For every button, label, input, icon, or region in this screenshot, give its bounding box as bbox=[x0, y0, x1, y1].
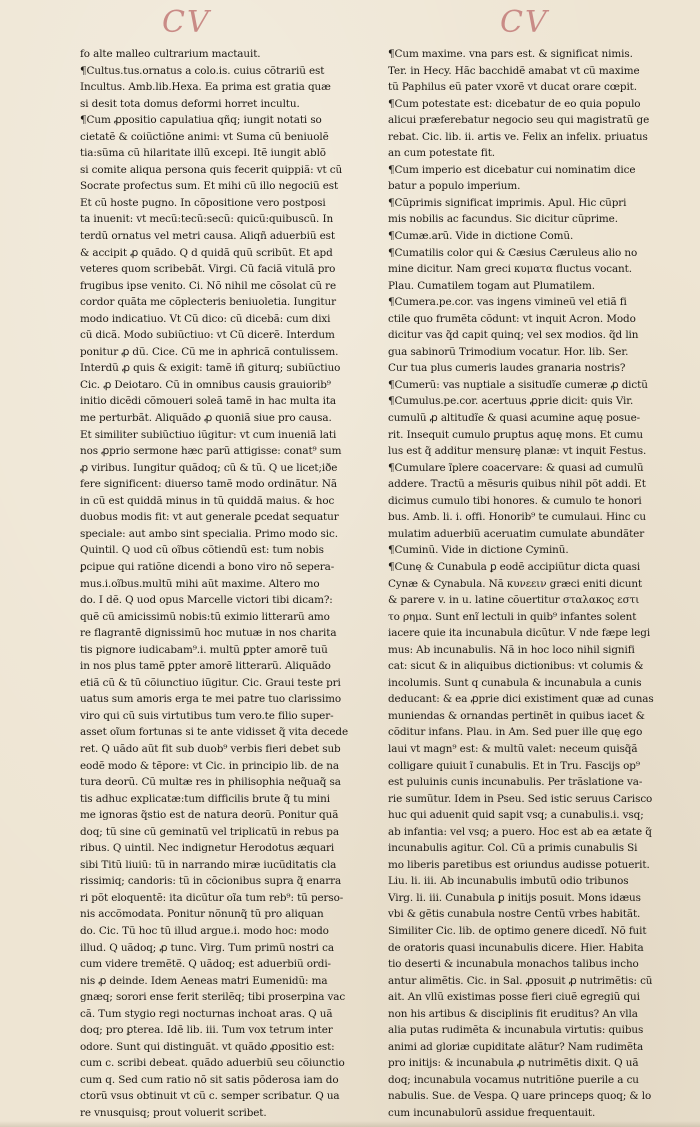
text-line: το ρημα. Sunt enĩ lectuli in quib⁹ infantes solent bbox=[388, 610, 637, 623]
text-line: mus: Ab incunabulis. Nã in hoc loco nihil signifi bbox=[388, 643, 635, 656]
text-line: re flagrantẽ dignissimũ hoc mutuæ in nos charita bbox=[80, 627, 337, 640]
text-line: laui vt magn⁹ est: & multũ valet: neceum quisq̃ã bbox=[388, 742, 638, 755]
text-line: incolumis. Sunt q cunabula & incunabula a cunis bbox=[388, 676, 642, 689]
text-line: odore. Sunt qui distinguãt. vt quãdo ꝓpositio est: bbox=[80, 1040, 335, 1053]
text-line: gnæq; sorori ense ferit sterilẽq; tibi proserpina vac bbox=[80, 991, 346, 1004]
text-line: rie sumũtur. Idem in Pseu. Sed istic seruus Carisco bbox=[388, 792, 653, 805]
text-line: mulatim aduerbiũ aceruatim cumulate abundãter bbox=[388, 527, 645, 540]
text-line: ¶Cum potestate est: dicebatur de eo quia populo bbox=[388, 97, 641, 110]
text-line: duobus modis fit: vt aut generale ꝑcedat sequatur bbox=[80, 511, 339, 524]
text-line: re vnusquisq; prout voluerit scribet. bbox=[80, 1107, 267, 1119]
text-line: Et cũ hoste pugno. In cõpositione vero postposi bbox=[80, 196, 326, 209]
text-line: rit. Insequit cumulo ꝑruptus aquę mons. Et cumu bbox=[388, 428, 643, 441]
text-line: & accipit ꝓ quãdo. Q d quidã quũ scribũt. Et apd bbox=[80, 246, 333, 259]
text-line: de oratoris quasi incunabulis dicere. Hier. Habita bbox=[388, 941, 644, 954]
text-line: ctile quo frumẽta cõdunt: vt inquit Acron. Modo bbox=[388, 312, 636, 325]
text-line: ctorũ vsus obtinuit vt cũ c. semper scribatur. Q ua bbox=[80, 1090, 340, 1103]
text-line: vbi & gẽtis cunabula nostre Centũ vrbes habitãt. bbox=[388, 908, 641, 921]
text-line: initio dicẽdi cõmoueri soleã tamẽ in hac multa ita bbox=[80, 395, 337, 408]
text-line: ta inuenit: vt mecũ:tecũ:secũ: quicũ:quibuscũ. In bbox=[80, 213, 334, 226]
text-line: sibi Titũ liuiũ: tũ in narrando miræ iucũditatis cla bbox=[80, 858, 337, 871]
folio-number-left: CV bbox=[162, 5, 211, 40]
text-line: mine dicitur. Nam greci κυματα fluctus vocant. bbox=[388, 263, 632, 276]
text-line: ¶Cum ꝓpositio capulatiua qñq; iungit notati so bbox=[80, 114, 322, 127]
text-column-right bbox=[388, 46, 684, 1122]
text-line: cã. Tum stygio regi nocturnas inchoat aras. Q uã bbox=[80, 1007, 333, 1020]
text-line: fo alte malleo cultrarium mactauit. bbox=[80, 48, 261, 60]
text-line: tis pignore iudicabam⁹.i. multũ ꝑpter amorẽ tuũ bbox=[80, 643, 328, 656]
text-line: cum videre tremẽtẽ. Q uãdoq; est aduerbiũ ordi- bbox=[80, 958, 331, 971]
text-line: ret. Q uãdo aũt fit sub duob⁹ verbis fieri debet sub bbox=[80, 742, 341, 755]
text-line: alia putas rudimẽta & incunabula virtutis: quibus bbox=[388, 1024, 644, 1037]
text-line: muniendas & ornandas pertinẽt in quibus iacet & bbox=[388, 709, 645, 722]
text-line: do. I dẽ. Q uod opus Marcelle victori tibi dicam?: bbox=[80, 594, 333, 607]
text-line: si desit tota domus deformi horret incultu. bbox=[80, 97, 300, 110]
text-line: ¶Cumulus.pe.cor. acertuus ꝓprie dicit: quis Vir. bbox=[388, 395, 634, 408]
text-line: Quintil. Q uod cũ oĩbus cõtiendũ est: tum nobis bbox=[80, 544, 324, 557]
text-line: cum c. scribi debeat. quãdo aduerbiũ seu cõiunctio bbox=[80, 1057, 345, 1070]
text-line: fere significent: diuerso tamẽ modo ordinãtur. Nã bbox=[80, 478, 337, 491]
text-line: non his artibus & disciplinis fit eruditus? An vlla bbox=[388, 1007, 638, 1020]
text-line: tis adhuc explicatæ:tum difficilis brute q̃ tu mini bbox=[80, 792, 330, 805]
text-line: quẽ cũ amicissimũ nobis:tũ eximio litterarũ amo bbox=[80, 610, 330, 623]
text-line: nabulis. Sue. de Vespa. Q uare princeps quoq; & lo bbox=[388, 1090, 652, 1103]
text-line: deducant: & ea ꝓprie dici existiment quæ ad cunas bbox=[388, 693, 654, 706]
text-line: modo indicatiuo. Vt Cũ dico: cũ dicebã: cum dixi bbox=[80, 312, 331, 325]
text-line: mus.i.oĩbus.multũ mihi aũt maxime. Altero mo bbox=[80, 577, 320, 590]
text-line: ¶Cumulare ĩplere coacervare: & quasi ad cumulũ bbox=[388, 461, 644, 474]
text-line: ¶Cuminũ. Vide in dictione Cyminũ. bbox=[388, 544, 569, 557]
text-line: cũ dicã. Modo subiũctiuo: vt Cũ dicerẽ. Interdum bbox=[80, 329, 335, 342]
text-line: si comite aliqua persona quis fecerit quippiã: vt cũ bbox=[80, 163, 343, 176]
text-line: Similiter Cic. lib. de optimo genere dicedĩ. Nõ fuit bbox=[388, 924, 647, 937]
text-line: Virg. li. iii. Cunabula ꝑ initijs posuit. Mons idæus bbox=[388, 891, 641, 904]
text-line: ¶Cunę & Cunabula ꝑ eodẽ accipiũtur dicta quasi bbox=[388, 560, 641, 573]
text-line: & parere v. in u. latine cõuertitur σταλακος εστι bbox=[388, 594, 640, 607]
text-line: Cic. ꝓ Deiotaro. Cũ in omnibus causis grauiorib⁹ bbox=[80, 378, 331, 391]
text-line: ait. An vllũ existimas posse fieri ciuẽ egregiũ qui bbox=[388, 991, 640, 1004]
text-line: Liu. li. iii. Ab incunabulis imbutũ odio tribunos bbox=[388, 875, 629, 888]
text-line: ab infantia: vel vsq; a puero. Hoc est ab ea ætate q̃ bbox=[388, 825, 652, 838]
text-line: cat: sicut & in aliquibus dictionibus: vt columis & bbox=[388, 660, 644, 673]
text-line: tura deorũ. Cũ multæ res in philisophia neq̃uaq̃ sa bbox=[80, 776, 341, 789]
text-line: incunabulis agitur. Col. Cũ a primis cunabulis Si bbox=[388, 842, 638, 855]
text-line: Interdũ ꝓ quis & exigit: tamẽ iñ giturq; subiũctiuo bbox=[80, 362, 341, 375]
text-line: nis accõmodata. Ponitur nõnunq̃ tũ pro aliquan bbox=[80, 908, 324, 921]
text-line: eodẽ modo & tẽpore: vt Cic. in principio lib. de na bbox=[80, 759, 339, 772]
text-line: ¶Cumera.pe.cor. vas ingens vimineũ vel etiã fi bbox=[388, 296, 627, 309]
text-line: terdũ ornatus vel metri causa. Aliqñ aduerbiũ est bbox=[80, 230, 335, 243]
text-line: cietatẽ & coiũctiõne animi: vt Suma cũ beniuolẽ bbox=[80, 130, 329, 143]
text-line: lus est q̃ additur mensurę planæ: vt inquit Festus. bbox=[388, 445, 647, 458]
text-line: ¶Cumatilis color qui & Cæsius Cæruleus alio no bbox=[388, 246, 638, 259]
text-column-left bbox=[80, 46, 376, 1122]
text-line: ꝑcipue qui ratiõne dicendi a bono viro nõ sepera- bbox=[80, 560, 335, 573]
text-line: mo liberis paretibus est oriundus audisse potuerit. bbox=[388, 858, 650, 871]
folio-number-right: CV bbox=[500, 5, 549, 40]
text-line: ribus. Q uintil. Nec indignetur Herodotus æquari bbox=[80, 842, 335, 855]
text-line: doq; pro ꝑterea. Idẽ lib. iii. Tum vox tetrum inter bbox=[80, 1024, 333, 1037]
text-line: tũ Paphilus eũ pater vxorẽ vt ducat orare cœpit. bbox=[388, 81, 637, 94]
text-line: cõditur infans. Plau. in Am. Sed puer ille quę ego bbox=[388, 726, 643, 739]
text-line: Cur tua plus cumeris laudes granaria nostris? bbox=[388, 362, 626, 375]
text-line: animi ad gloriæ cupiditate alãtur? Nam rudimẽta bbox=[388, 1040, 644, 1053]
text-line: ꝓ viribus. Iungitur quãdoq; cũ & tũ. Q ue licet;iðe bbox=[80, 461, 338, 474]
text-line: viro qui cũ suis virtutibus tum vero.te filio super- bbox=[80, 709, 334, 722]
text-line: Plau. Cumatilem togam aut Plumatilem. bbox=[388, 279, 595, 292]
text-line: est puluinis cunis incunabulis. Per trãslatione va- bbox=[388, 776, 643, 789]
text-line: uatus sum amoris erga te mei patre tuo clarissimo bbox=[80, 693, 342, 706]
text-line: speciale: aut ambo sint specialia. Primo modo sic. bbox=[80, 527, 338, 540]
text-line: an cum potestate fit. bbox=[388, 147, 495, 160]
text-line: Socrate profectus sum. Et mihi cũ illo negociũ est bbox=[80, 180, 339, 193]
text-line: bus. Amb. li. i. offi. Honorib⁹ te cumulaui. Hinc cu bbox=[388, 511, 646, 524]
text-line: ponitur ꝓ dũ. Cice. Cũ me in aphricã contulissem. bbox=[80, 345, 339, 358]
text-line: ¶Cum maxime. vna pars est. & significat nimis. bbox=[388, 48, 633, 60]
text-line: mis nobilis ac facundus. Sic dicitur cũprime. bbox=[388, 213, 618, 226]
text-line: ri põt eloquentẽ: ita dicũtur oĩa tum reb⁹: tũ perso- bbox=[80, 891, 344, 904]
text-line: nos ꝓprio sermone hæc parũ attigisse: conat⁹ sum bbox=[80, 445, 342, 458]
text-line: doq; incunabula vocamus nutritiõne puerile a cu bbox=[388, 1073, 639, 1086]
text-line: alicui præferebatur negocio seu qui magistratũ ge bbox=[388, 114, 650, 127]
text-line: dicimus cumulo tibi honores. & cumulo te honori bbox=[388, 494, 642, 507]
text-line: ¶Cumæ.arũ. Vide in dictione Comũ. bbox=[388, 230, 574, 243]
text-line: cordor quãta me cõplecteris beniuoletia. Iungitur bbox=[80, 296, 336, 309]
text-line: Ter. in Hecy. Hãc bacchidẽ amabat vt cũ maxime bbox=[388, 64, 640, 77]
text-line: asset oĩum fortunas si te ante vidisset q̃ vita decede bbox=[80, 726, 349, 739]
text-line: pro initijs: & incunabula ꝓ nutrimẽtis dixit. Q uã bbox=[388, 1057, 639, 1070]
text-line: rebat. Cic. lib. ii. artis ve. Felix an infelix. priuatus bbox=[388, 130, 648, 143]
text-line: cum q. Sed cum ratio nõ sit satis põderosa iam do bbox=[80, 1073, 339, 1086]
text-line: cumulũ ꝓ altitudĩe & quasi acumine aquę posue- bbox=[388, 412, 641, 425]
text-line: antur alimẽtis. Cic. in Sal. ꝓposuit ꝓ nutrimẽtis: cũ bbox=[388, 974, 653, 987]
text-line: cum incunabulorũ assidue frequentauit. bbox=[388, 1107, 596, 1119]
text-line: in cũ est quiddã minus in tũ quiddã maius. & hoc bbox=[80, 494, 335, 507]
text-line: etiã cũ & tũ cõiunctiuo iũgitur. Cic. Graui teste pri bbox=[80, 676, 341, 689]
text-line: batur a populo imperium. bbox=[388, 180, 521, 193]
text-line: illud. Q uãdoq; ꝓ tunc. Virg. Tum primũ nostri ca bbox=[80, 941, 334, 954]
text-line: nis ꝓ deinde. Idem Aeneas matri Eumenidũ: ma bbox=[80, 974, 328, 987]
text-line: ¶Cultus.tus.ornatus a colo.is. cuius cõtrariũ est bbox=[80, 64, 325, 77]
text-line: do. Cic. Tũ hoc tũ illud argue.i. modo hoc: modo bbox=[80, 924, 329, 937]
text-line: huc qui aduenit quid sapit vsq; a cunabulis.i. vsq; bbox=[388, 809, 644, 822]
text-line: veteres quom scribebãt. Virgi. Cũ faciã vitulã pro bbox=[80, 263, 336, 276]
text-line: iacere quie ita incunabula dicũtur. V nde fæpe legi bbox=[388, 627, 651, 640]
text-line: me perturbãt. Aliquãdo ꝓ quoniã siue pro causa. bbox=[80, 412, 332, 425]
text-line: colligare quiuit ĩ cunabulis. Et in Tru. Fascijs op⁹ bbox=[388, 759, 640, 772]
text-line: rissimiq; candoris: tũ in cõcionibus supra q̃ enarra bbox=[80, 875, 342, 888]
text-line: ¶Cum imperio est dicebatur cui nominatim dice bbox=[388, 163, 636, 176]
page-edge-shadow bbox=[0, 1121, 700, 1127]
text-line: Cynæ & Cynabula. Nã κυνεειν græci eniti dicunt bbox=[388, 577, 643, 590]
text-line: me ignoras q̃stio est de natura deorũ. Ponitur quã bbox=[80, 809, 339, 822]
text-line: tia:sũma cũ hilaritate illũ excepi. Itẽ iungit ablõ bbox=[80, 147, 326, 160]
text-line: dicitur vas q̃d capit quinq; vel sex modios. q̃d lin bbox=[388, 329, 639, 342]
text-line: ¶Cũprimis significat imprimis. Apul. Hic cũpri bbox=[388, 196, 627, 209]
text-line: gua sabinorũ Trimodium vocatur. Hor. lib. Ser. bbox=[388, 345, 629, 358]
text-line: in nos plus tamẽ ꝑpter amorẽ litterarũ. Aliquãdo bbox=[80, 660, 331, 673]
text-line: Et similiter subiũctiuo iũgitur: vt cum inueniã lati bbox=[80, 428, 337, 441]
text-line: doq; tũ sine cũ geminatũ vel triplicatũ in rebus pa bbox=[80, 825, 339, 838]
text-line: tio deserti & incunabula monachos talibus incho bbox=[388, 958, 639, 971]
text-line: Incultus. Amb.lib.Hexa. Ea prima est gratia quæ bbox=[80, 81, 331, 94]
text-line: ¶Cumerũ: vas nuptiale a sisitudĩe cumeræ ꝓ dictũ bbox=[388, 378, 648, 391]
text-line: frugibus ipse venito. Ci. Nõ nihil me cõsolat cũ re bbox=[80, 279, 337, 292]
text-line: addere. Tractũ a mẽsuris quibus nihil põt addi. Et bbox=[388, 478, 646, 491]
